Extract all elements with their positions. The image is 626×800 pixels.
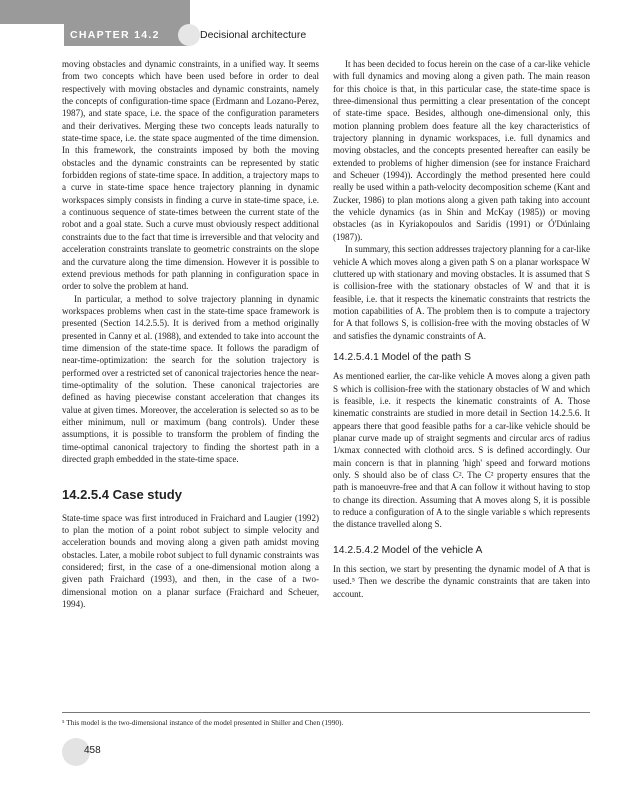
running-title: Decisional architecture — [200, 29, 307, 41]
page-number: 458 — [84, 745, 101, 756]
header-band — [0, 0, 190, 24]
chapter-label: CHAPTER 14.2 — [70, 29, 160, 41]
left-paragraph-3: State-time space was first introduced in Fraichard and Laugier (1992) to plan the motion of a point robot subject to simple velocity and acceleration bounds and moving along a given path amidst moving obstacles. Later, a mobile robot subject to full dynamic constraints was considered; first, in the case of a one-dimensional motion along a given path Fraichard (1993), and then, in the case of a two-dimensional motion on a planar surface (Fraichard and Scheuer, 1994). — [62, 512, 319, 610]
left-paragraph-2: In particular, a method to solve trajectory planning in dynamic workspaces problems when cast in the state-time space framework is presented (Section 14.2.5.5). It is derived from a method originally presented in Canny et al. (1988), and extended to take into account the time dimension of the state-time space. It follows the paradigm of near-time-optimization: the search for the solution trajectory is performed over a restricted set of canonical trajectories hence the near-time-optimality of the solution. These canonical trajectories are defined as having piecewise constant acceleration that changes its value at given times. Moreover, the acceleration is selected so as to be either minimum, null or maximum (bang controls). Under these assumptions, it is possible to transform the problem of finding the time-optimal canonical trajectory to finding the shortest path in a directed graph embedded in the state-time space. — [62, 293, 320, 464]
subsection-heading-1: 14.2.5.4.1 Model of the path S — [333, 351, 471, 363]
left-column — [62, 58, 319, 610]
right-paragraph-3: As mentioned earlier, the car-like vehicle A moves along a given path S which is collision-free with the stationary obstacles of W and which is feasible, i.e. it respects the kinematic constraints of A. Those kinematic constraints are studied in more detail in Section 14.2.5.6. It appears there that good feasible paths for a car-like vehicle should be planar curve made up of straight segments and circular arcs of radius 1/κmax connected with clothoid arcs. S is defined accordingly. Our main concern is that in planning 'high' speed and forward motions only. S should also be of class C². The C² property ensures that the path is manoeuvre-free and that A can follow it without having to stop to change its direction. Assuming that A moves along S, it is possible to reduce a configuration of A to the single variable s which represents the distance travelled along S. — [333, 371, 590, 530]
right-paragraph-2: In summary, this section addresses trajectory planning for a car-like vehicle A which moves along a given path S on a planar workspace W cluttered up with stationary and moving obstacles. It is assumed that S is collision-free with the stationary obstacles of W and that it is feasible, i.e. that it respects the kinematic constraints that restricts the motion capabilities of A. The problem then is to compute a trajectory for A that follows S, is collision-free with the moving obstacles of W and satisfies the dynamic constraints of A. — [333, 244, 590, 341]
right-paragraph-4: In this section, we start by presenting the dynamic model of A that is used.⁵ Then we describe the dynamic constraints that are taken into account. — [333, 564, 590, 599]
footnote-divider — [62, 712, 590, 713]
right-column — [333, 58, 590, 600]
right-paragraph-1: It has been decided to focus herein on the case of a car-like vehicle with full dynamics and moving along a given path. The main reason for this choice is that, in this particular case, the state-time space is three-dimensional thus permitting a clear presentation of the concept of state-time space. Besides, although one-dimensional only, this motion planning problem does feature all the key characteristics of trajectory planning in dynamic workspaces, i.e. full dynamics and moving obstacles, and the concepts presented hereafter can easily be extended to problems of higher dimension (see for instance Fraichard and Scheuer (1994)). Accordingly the method presented here could really be used within a path-velocity decomposition scheme (Kant and Zucker, 1986) to plan motions along a given path taking into account the vehicle dynamics (as in Shin and McKay (1985)) or moving obstacles (as in Kyriakopoulos and Saridis (1991) or Ó'Dúnlaing (1987)). — [333, 59, 590, 242]
section-heading: 14.2.5.4 Case study — [62, 487, 182, 503]
left-paragraph-1: moving obstacles and dynamic constraints, in a unified way. It seems from two concepts which have been used before in order to deal respectively with moving obstacles and dynamic constraints, namely the concepts of configuration-time space (Erdmann and Lozano-Perez, 1987), and state space, i.e. the space of the configuration parameters and their derivatives. Merging these two concepts leads naturally to state-time space, i.e. the state space augmented of the time dimension. In this framework, the constraints imposed by both the moving obstacles and the dynamic constraints can be represented by static forbidden regions of state-time space. In addition, a trajectory maps to a curve in state-time space hence trajectory planning in dynamic workspaces simply consists in finding a curve in state-time space, i.e. a continuous sequence of state-times between the current state of the robot and a goal state. Such a curve must obviously respect additional constraints due to the fact that time is irreversible and that velocity and acceleration constraints translate to geometric constraints on the slope and the curvature along the time dimension. However it is possible to extend previous methods for path planning in configuration space in order to solve the problem at hand. — [62, 59, 319, 292]
footnote: ⁵ This model is the two-dimensional instance of the model presented in Shiller and Chen (1990). — [62, 718, 344, 727]
subsection-heading-2: 14.2.5.4.2 Model of the vehicle A — [333, 544, 483, 556]
chapter-tab-circle — [178, 24, 200, 46]
